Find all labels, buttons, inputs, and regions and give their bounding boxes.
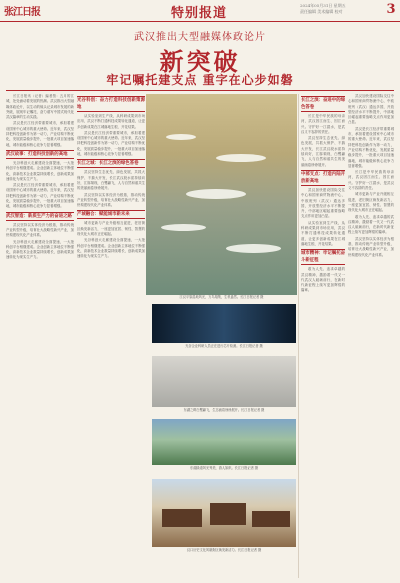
article-column-left-1 xyxy=(6,94,74,578)
body-paragraph: 城市更新与产业升级相互促进，老旧街区焕发新活力，一座更加宜居、韧性、智慧的现代化大城市正在崛起。 xyxy=(77,221,145,237)
section-heading: 长江之城：长江之滨的绿色答卷 xyxy=(77,159,145,168)
body-paragraph: 长江是中华民族的母亲河，武汉因江而生、因江而兴。守护好一江碧水，是武汉义不容辞的责任。 xyxy=(301,114,345,134)
headline-kicker: 武汉推出大型融媒体政论片 xyxy=(134,32,266,43)
photo-caption: 光谷企业科研人员正在进行芯片检测。长江日报记者 摄 xyxy=(185,344,263,348)
body-paragraph: 武汉坚持以实体经济为根基，推动传统产业转型升级，培育壮大战略性新兴产业，加快构建现代化产业体系。 xyxy=(77,192,145,208)
body-paragraph: 武汉是长江经济带重要城市，承担着建设国家中心城市的重大使命。近年来，武汉坚持把科技创新作为第一动力，产业结构不断优化，发展质量稳步提升，一批重大项目加速落地，城市能级和核心竞争力显著增强。 xyxy=(6,121,74,147)
east-lake-photo xyxy=(152,419,296,465)
section-heading: 长江之滨：奋进中的绿色答卷 xyxy=(301,98,345,110)
section-heading: 武汉智造：新质生产力的奋进之路 xyxy=(6,212,74,221)
photo-caption: 汉口历史文化风貌街区焕发新活力。长江日报记者 摄 xyxy=(186,548,262,552)
section-heading: 中部支点：打造内陆开放新高地 xyxy=(301,171,345,184)
column-divider xyxy=(298,94,299,578)
lab-chip-photo xyxy=(152,304,296,343)
body-paragraph: 武汉坚持以实体经济为根基，推动传统产业转型升级，培育壮大战略性新兴产业，加快构建现代化产业体系。 xyxy=(6,222,74,238)
headline-subtitle: 牢记嘱托建支点 重字在心步如磐 xyxy=(106,73,294,87)
photo-caption: 江汉平原湿地风光，万鸟翔集，生机盎然。长江日报记者 摄 xyxy=(179,295,264,299)
egret-photo xyxy=(152,356,296,407)
newspaper-logo: 张江日报 xyxy=(4,7,40,18)
body-paragraph: 长江是中华民族的母亲河，武汉因江而生、因江而兴。守护好一江碧水，是武汉义不容辞的责任。 xyxy=(348,170,394,191)
page-header xyxy=(0,0,400,22)
article-column-right-2 xyxy=(348,94,394,578)
body-paragraph: 武汉加快建设国际交往中心和国家商贸物流中心，中欧班列（武汉）通达多国，开放型经济水平不断提升，中部地区崛起重要战略支点作用更加凸显。 xyxy=(348,94,394,125)
section-heading: 产城融合：赋能城市新未来 xyxy=(77,210,145,219)
edition-meta xyxy=(300,3,382,14)
section-heading: 武汉故事：打造科技创新的高地 xyxy=(6,150,74,159)
body-paragraph: 城市更新与产业升级相互促进，老旧街区焕发新活力，一座更加宜居、韧性、智慧的现代化大城市正在崛起。 xyxy=(348,192,394,213)
photo-caption: 东湖之畔白鹭翩飞，生态画卷徐徐展开。长江日报记者 摄 xyxy=(183,408,265,412)
body-paragraph: 武汉加快建设国际交往中心和国家商贸物流中心，中欧班列（武汉）通达多国，开放型经济水平不断提升，中部地区崛起重要战略支点作用更加凸显。 xyxy=(301,187,345,219)
body-paragraph: 敢为人先、追求卓越的武汉精神，激励着一代又一代武汉人砥砺前行，在新时代新征程上续写更加辉煌的篇章。 xyxy=(301,267,345,293)
historic-district-photo xyxy=(152,479,296,547)
body-paragraph: 武汉坚持以实体经济为根基，推动传统产业转型升级，培育壮大战略性新兴产业，加快构建现代化产业体系。 xyxy=(348,236,394,257)
body-paragraph: 武汉是长江经济带重要城市，承担着建设国家中心城市的重大使命。近年来，武汉坚持把科技创新作为第一动力，产业结构不断优化，发展质量稳步提升，一批重大项目加速落地，城市能级和核心竞争力显著增强。 xyxy=(348,126,394,168)
wetland-birds-photo xyxy=(146,94,297,295)
article-column-right-1 xyxy=(301,94,345,578)
body-paragraph: 武汉是长江经济带重要城市，承担着建设国家中心城市的重大使命。近年来，武汉坚持把科技创新作为第一动力，产业结构不断优化，发展质量稳步提升，一批重大项目加速落地，城市能级和核心竞争力显著增强。 xyxy=(6,183,74,209)
body-paragraph: 光谷科创大走廊建设全面提速，一大批科创平台相继建成。企业创新主体地位不断强化，高新技术企业数量持续增长，创新成果加速转化为现实生产力。 xyxy=(6,160,74,181)
edition-date: 2024年05月31日 星期五 xyxy=(300,3,346,8)
photo-caption: 东湖绿道风光秀美，游人如织。长江日报记者 摄 xyxy=(190,466,258,470)
section-title: 特别报道 xyxy=(170,6,227,21)
body-paragraph: 敢为人先、追求卓越的武汉精神，激励着一代又一代武汉人砥砺前行，在新时代新征程上续写更加辉煌的篇章。 xyxy=(348,214,394,235)
body-paragraph: 武汉是长江经济带重要城市，承担着建设国家中心城市的重大使命。近年来，武汉坚持把科技创新作为第一动力，产业结构不断优化，发展质量稳步提升，一批重大项目加速落地，城市能级和核心竞争力显著增强。 xyxy=(77,130,145,157)
body-paragraph: 从实验室到生产线，从科研成果到市场应用，武汉不断打通科技成果转化通道，让更多创新成果在江城落地生根、开花结果。 xyxy=(77,114,145,129)
body-paragraph: 从实验室到生产线，从科研成果到市场应用，武汉不断打通科技成果转化通道，让更多创新成果在江城落地生根、开花结果。 xyxy=(301,220,345,246)
edition-editors: 责任编辑 美术编辑 校对 xyxy=(300,8,343,14)
lead-paragraph: 长江日报讯（记者）编者按：五月的江城，处处涌动着发展的热潮。武汉推出大型融媒体政论片，以生动的镜头记录城市发展的新突破，展现牢记嘱托、奋力谱写中国式现代化武汉篇章的生动实践。 xyxy=(6,94,74,120)
headline-divider xyxy=(6,90,394,91)
body-paragraph: 武汉坚持生态优先、绿色发展，共抓大保护、不搞大开发，长江武汉段水质持续向好，江豚频现，白鹭翩飞，人与自然和谐共生的美丽画卷徐徐展开。 xyxy=(77,170,145,191)
section-heading: 光谷科创：奋力打造科技创新策源地 xyxy=(77,98,145,110)
body-paragraph: 光谷科创大走廊建设全面提速，一大批科创平台相继建成。企业创新主体地位不断强化，高新技术企业数量持续增长，创新成果加速转化为现实生产力。 xyxy=(6,239,74,260)
section-heading: 城市精神：牢记嘱托奋斗新征程 xyxy=(301,251,345,264)
body-paragraph: 光谷科创大走廊建设全面提速，一大批科创平台相继建成。企业创新主体地位不断强化，高新技术企业数量持续增长，创新成果加速转化为现实生产力。 xyxy=(77,238,145,259)
body-paragraph: 武汉坚持生态优先、绿色发展，共抓大保护、不搞大开发，长江武汉段水质持续向好，江豚频现，白鹭翩飞，人与自然和谐共生的美丽画卷徐徐展开。 xyxy=(301,136,345,167)
page-number: 3 xyxy=(386,2,396,17)
article-column-left-2 xyxy=(77,94,145,578)
headline-title: 新突破 xyxy=(159,47,241,76)
